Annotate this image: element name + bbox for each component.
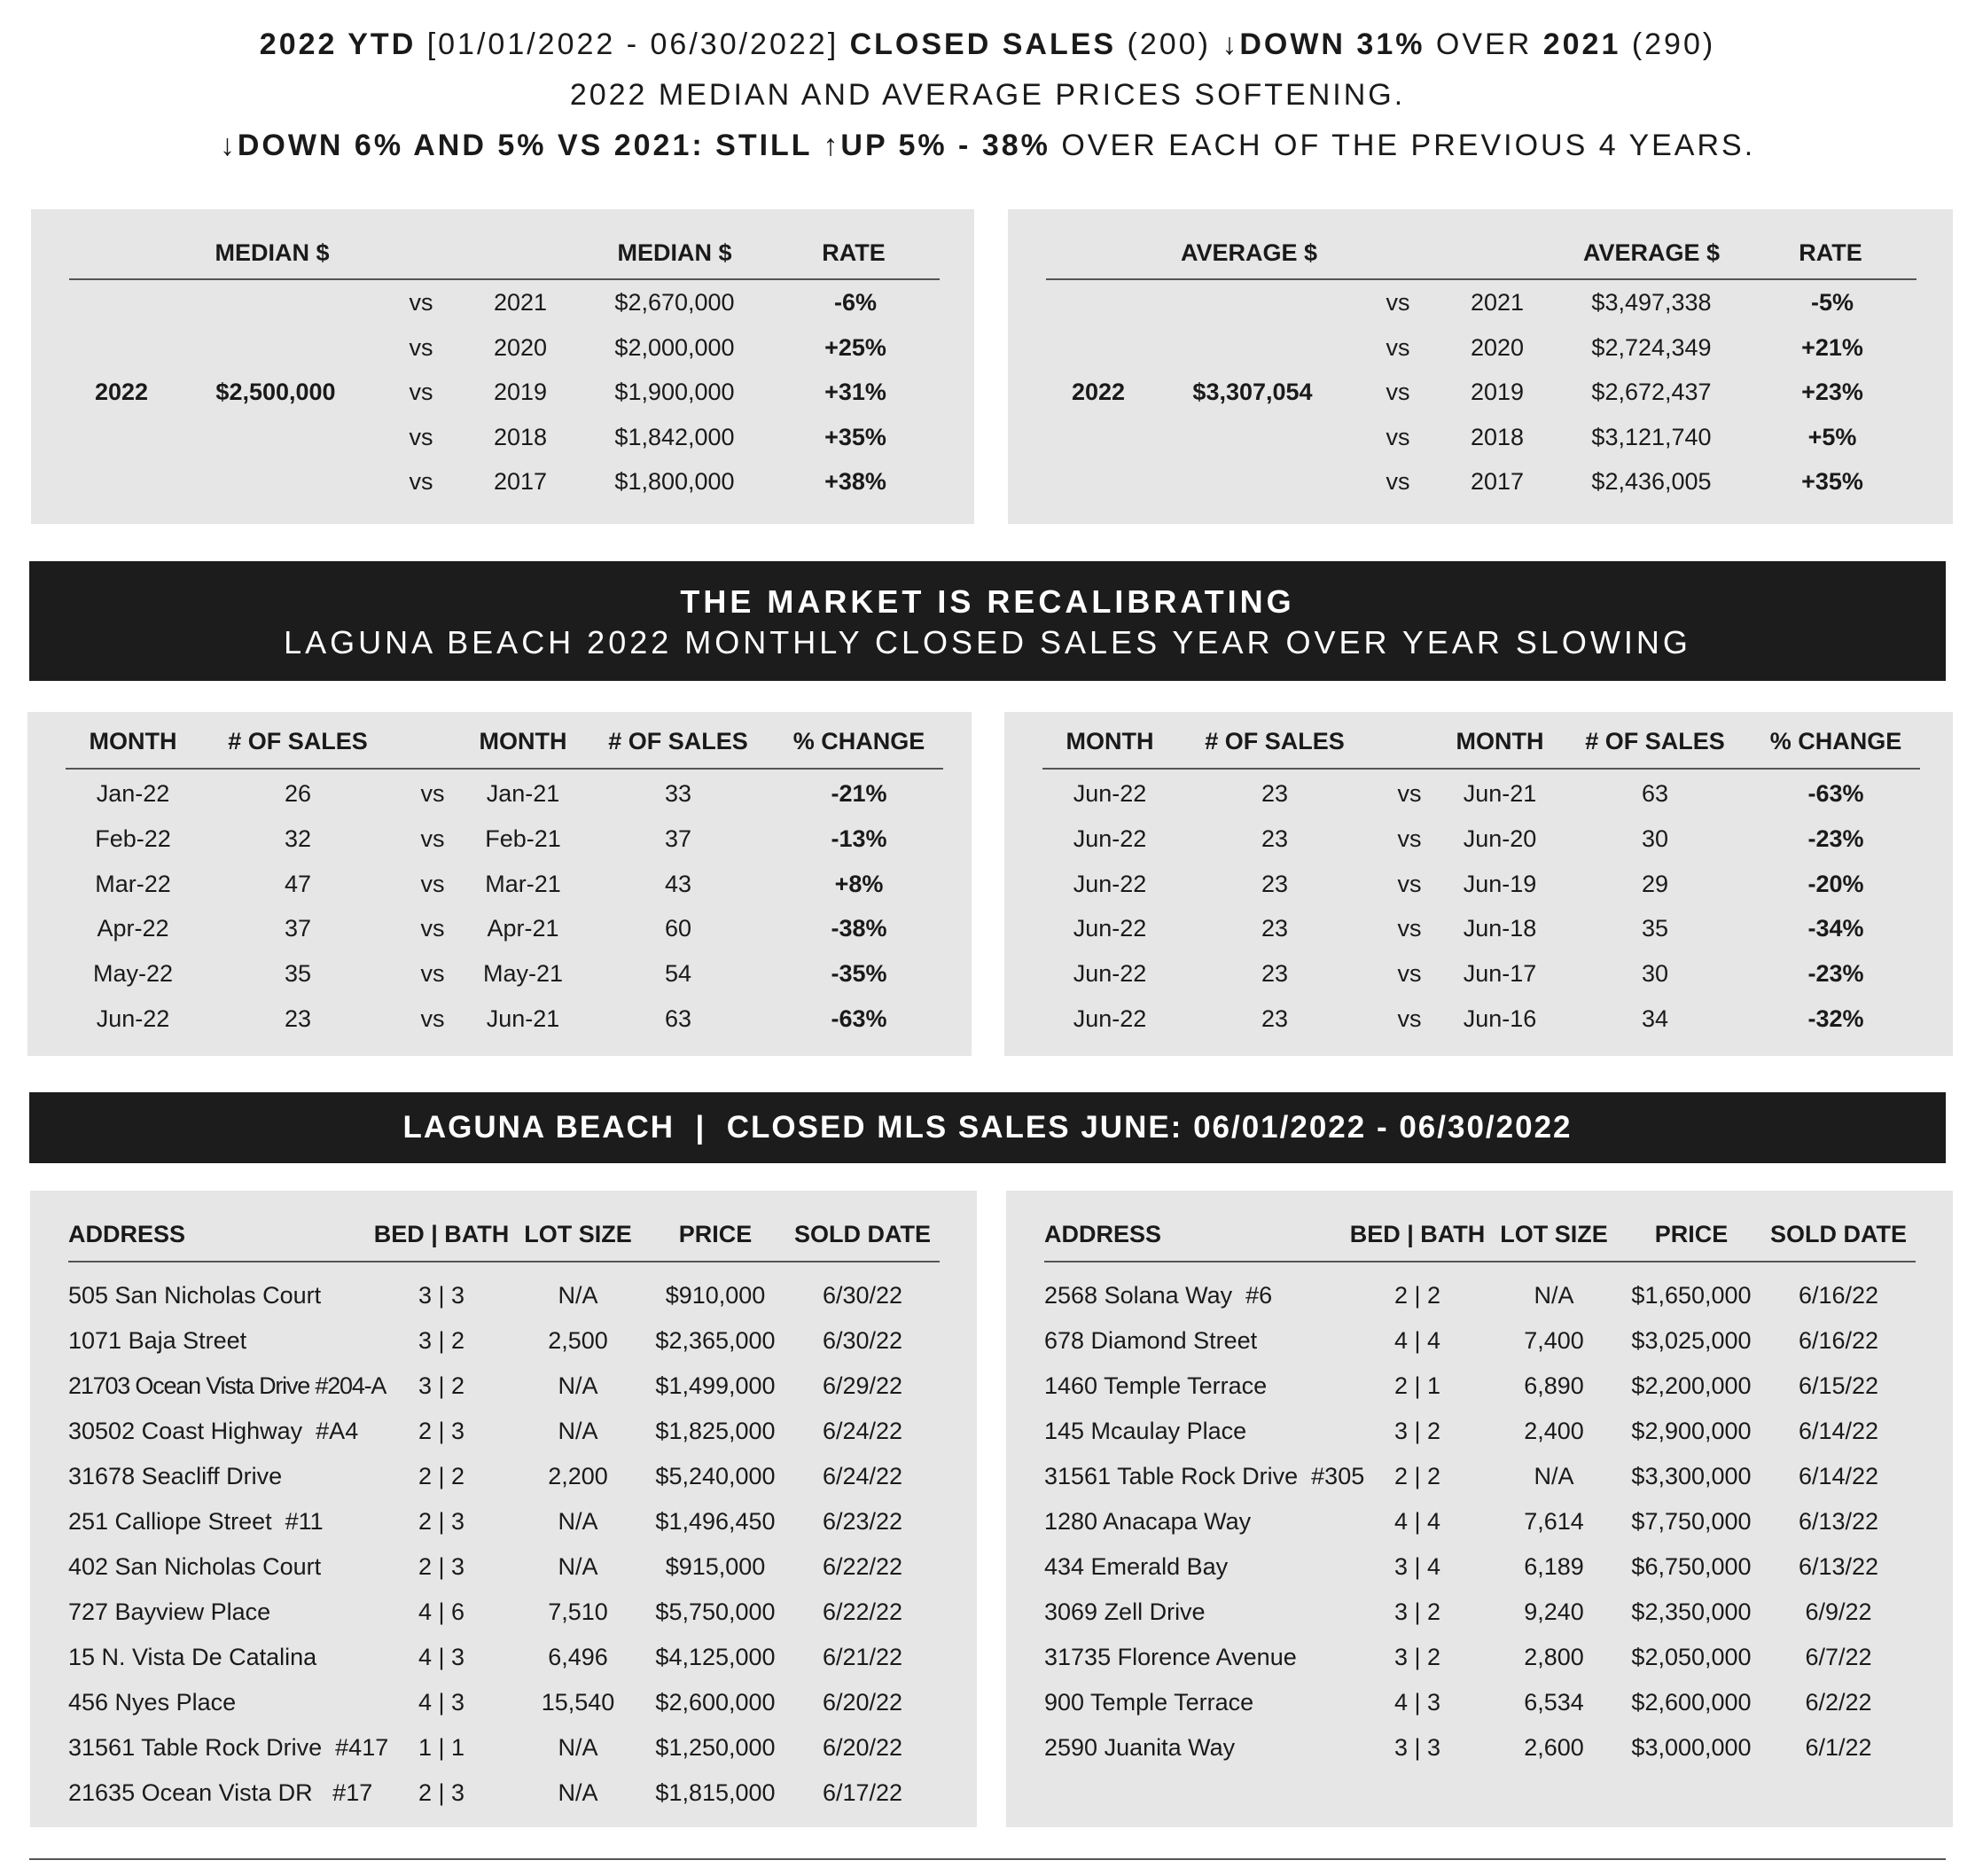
sale-address: 402 San Nicholas Court	[68, 1553, 322, 1580]
sale-address: 1460 Temple Terrace	[1044, 1372, 1268, 1399]
sale-bed-bath: 2 | 2	[1393, 1282, 1441, 1309]
compare-value: $1,900,000	[614, 379, 735, 405]
sale-bed-bath: 2 | 2	[1393, 1463, 1441, 1489]
headline-softening: 2022 MEDIAN AND AVERAGE PRICES SOFTENING.	[569, 78, 1406, 112]
sale-address: 21703 Ocean Vista Drive #204-A	[68, 1372, 386, 1399]
sales-current: 23	[1261, 780, 1289, 807]
vs-label: vs	[1397, 960, 1422, 987]
col-header-month: MONTH	[89, 728, 177, 754]
sale-bed-bath: 3 | 2	[1393, 1644, 1441, 1670]
sale-bed-bath: 3 | 2	[1393, 1599, 1441, 1625]
month-current: Feb-22	[95, 825, 171, 852]
compare-value: $3,497,338	[1591, 289, 1712, 316]
vs-label: vs	[409, 468, 433, 495]
banner-subtitle: LAGUNA BEACH 2022 MONTHLY CLOSED SALES YEAR OVER YEAR SLOWING	[284, 624, 1691, 661]
sales-prior: 33	[664, 780, 692, 807]
sale-price: $1,815,000	[655, 1779, 776, 1806]
sale-address: 251 Calliope Street #11	[68, 1508, 324, 1535]
col-header-month-prior: MONTH	[479, 728, 567, 754]
sale-date: 6/23/22	[822, 1508, 903, 1535]
sale-lot-size: 6,189	[1524, 1553, 1584, 1580]
sale-date: 6/14/22	[1798, 1463, 1879, 1489]
banner-title: THE MARKET IS RECALIBRATING	[680, 583, 1295, 620]
sale-lot-size: N/A	[558, 1372, 598, 1399]
percent-change: -63%	[831, 1005, 887, 1032]
headline-closed-label: CLOSED SALES	[849, 27, 1117, 61]
current-value: $2,500,000	[215, 379, 336, 405]
month-current: Jun-22	[1073, 825, 1147, 852]
col-header-lot: LOT SIZE	[1500, 1221, 1608, 1247]
month-prior: Apr-21	[487, 915, 559, 942]
percent-change: -23%	[1807, 825, 1864, 852]
compare-value: $1,800,000	[614, 468, 735, 495]
sale-address: 900 Temple Terrace	[1044, 1689, 1254, 1716]
sale-date: 6/30/22	[822, 1282, 903, 1309]
sale-address: 505 San Nicholas Court	[68, 1282, 322, 1309]
headline-closed-sales	[0, 27, 1975, 62]
sales-current: 23	[1261, 1005, 1289, 1032]
closed-mls-sales-banner	[29, 1092, 1946, 1163]
sale-bed-bath: 2 | 3	[418, 1508, 465, 1535]
sale-bed-bath: 3 | 3	[1393, 1734, 1441, 1761]
median-price-panel	[31, 209, 974, 524]
headline-previous-years: OVER EACH OF THE PREVIOUS 4 YEARS.	[1050, 129, 1756, 162]
col-header-bedbath: BED | BATH	[1349, 1221, 1486, 1247]
compare-year: 2019	[1470, 379, 1525, 405]
sale-lot-size: N/A	[558, 1418, 598, 1444]
sale-date: 6/14/22	[1798, 1418, 1879, 1444]
vs-label: vs	[420, 960, 445, 987]
header-rule	[69, 278, 940, 280]
sale-price: $2,200,000	[1631, 1372, 1752, 1399]
sale-lot-size: 2,600	[1524, 1734, 1584, 1761]
sale-date: 6/9/22	[1805, 1599, 1872, 1625]
vs-label: vs	[420, 780, 445, 807]
current-year: 2022	[1071, 379, 1126, 405]
col-header-sales: # OF SALES	[1205, 728, 1345, 754]
month-current: Jun-22	[1073, 871, 1147, 897]
sale-price: $6,750,000	[1631, 1553, 1752, 1580]
sale-lot-size: 6,534	[1524, 1689, 1584, 1716]
month-prior: Jun-17	[1463, 960, 1537, 987]
sale-price: $910,000	[665, 1282, 766, 1309]
col-header-change: % CHANGE	[792, 728, 925, 754]
vs-label: vs	[1397, 780, 1422, 807]
bottom-divider	[29, 1858, 1946, 1860]
sale-price: $1,496,450	[655, 1508, 776, 1535]
month-prior: Jun-16	[1463, 1005, 1537, 1032]
monthly-sales-panel-right	[1004, 712, 1953, 1056]
compare-year: 2018	[493, 424, 548, 450]
col-header-sales-prior: # OF SALES	[608, 728, 748, 754]
sale-price: $2,050,000	[1631, 1644, 1752, 1670]
sale-bed-bath: 4 | 3	[1393, 1689, 1441, 1716]
sale-bed-bath: 4 | 6	[418, 1599, 465, 1625]
sale-bed-bath: 4 | 3	[418, 1689, 465, 1716]
sale-date: 6/20/22	[822, 1734, 903, 1761]
sale-lot-size: N/A	[558, 1508, 598, 1535]
sale-bed-bath: 3 | 2	[1393, 1418, 1441, 1444]
rate-value: +35%	[824, 424, 886, 450]
sales-prior: 37	[664, 825, 692, 852]
rate-value: +38%	[824, 468, 886, 495]
vs-label: vs	[1386, 379, 1410, 405]
sale-price: $2,600,000	[1631, 1689, 1752, 1716]
sale-bed-bath: 2 | 2	[418, 1463, 465, 1489]
col-header-address: ADDRESS	[1044, 1221, 1162, 1247]
sale-date: 6/22/22	[822, 1599, 903, 1625]
col-header-month-prior: MONTH	[1456, 728, 1544, 754]
month-current: Jun-22	[96, 1005, 170, 1032]
sales-current: 47	[284, 871, 312, 897]
sales-current: 23	[1261, 825, 1289, 852]
sales-prior: 60	[664, 915, 692, 942]
market-recalibrating-banner	[29, 561, 1946, 681]
sale-address: 434 Emerald Bay	[1044, 1553, 1229, 1580]
month-prior: Jun-21	[486, 1005, 560, 1032]
sale-price: $1,650,000	[1631, 1282, 1752, 1309]
sale-lot-size: 2,500	[548, 1327, 608, 1354]
sale-bed-bath: 2 | 1	[1393, 1372, 1441, 1399]
sale-bed-bath: 3 | 2	[418, 1372, 465, 1399]
headline-prior-count: (290)	[1620, 27, 1716, 61]
compare-value: $3,121,740	[1591, 424, 1712, 450]
sale-bed-bath: 1 | 1	[418, 1734, 465, 1761]
compare-year: 2020	[1470, 334, 1525, 361]
compare-value: $2,670,000	[614, 289, 735, 316]
col-header-sold-date: SOLD DATE	[794, 1221, 931, 1247]
sale-address: 727 Bayview Place	[68, 1599, 271, 1625]
headline-down-up: ↓DOWN 6% AND 5% VS 2021: STILL ↑UP 5% - 38%	[219, 129, 1050, 162]
month-current: Jun-22	[1073, 960, 1147, 987]
sale-address: 2590 Juanita Way	[1044, 1734, 1236, 1761]
sales-prior: 30	[1641, 960, 1669, 987]
month-prior: Mar-21	[485, 871, 561, 897]
sale-price: $3,300,000	[1631, 1463, 1752, 1489]
vs-label: vs	[1386, 468, 1410, 495]
banner-mls-title: LAGUNA BEACH | CLOSED MLS SALES JUNE: 06/01/2022 - 06/30/2022	[402, 1110, 1573, 1145]
compare-year: 2018	[1470, 424, 1525, 450]
col-header-sold-date: SOLD DATE	[1770, 1221, 1907, 1247]
sale-price: $5,750,000	[655, 1599, 776, 1625]
sale-bed-bath: 2 | 3	[418, 1779, 465, 1806]
rate-value: +21%	[1801, 334, 1863, 361]
sale-date: 6/29/22	[822, 1372, 903, 1399]
rate-value: +23%	[1801, 379, 1863, 405]
vs-label: vs	[420, 825, 445, 852]
sale-date: 6/13/22	[1798, 1508, 1879, 1535]
percent-change: -23%	[1807, 960, 1864, 987]
compare-year: 2021	[493, 289, 548, 316]
sale-date: 6/13/22	[1798, 1553, 1879, 1580]
sale-address: 145 Mcaulay Place	[1044, 1418, 1247, 1444]
header-rule	[1044, 1261, 1916, 1262]
sale-price: $4,125,000	[655, 1644, 776, 1670]
headline-comparison	[0, 128, 1975, 163]
month-current: Mar-22	[95, 871, 171, 897]
vs-label: vs	[409, 334, 433, 361]
sale-price: $1,250,000	[655, 1734, 776, 1761]
col-header-price: PRICE	[1654, 1221, 1729, 1247]
sales-prior: 30	[1641, 825, 1669, 852]
sale-date: 6/24/22	[822, 1463, 903, 1489]
col-header-rate: RATE	[822, 239, 886, 266]
sale-date: 6/16/22	[1798, 1327, 1879, 1354]
sales-prior: 34	[1641, 1005, 1669, 1032]
sale-lot-size: 6,496	[548, 1644, 608, 1670]
sales-current: 23	[1261, 915, 1289, 942]
sale-date: 6/24/22	[822, 1418, 903, 1444]
month-current: Jun-22	[1073, 915, 1147, 942]
sale-address: 456 Nyes Place	[68, 1689, 237, 1716]
compare-year: 2017	[493, 468, 548, 495]
rate-value: +35%	[1801, 468, 1863, 495]
vs-label: vs	[1397, 871, 1422, 897]
percent-change: -32%	[1807, 1005, 1864, 1032]
compare-value: $2,672,437	[1591, 379, 1712, 405]
sale-lot-size: 7,614	[1524, 1508, 1584, 1535]
percent-change: -13%	[831, 825, 887, 852]
sale-address: 15 N. Vista De Catalina	[68, 1644, 317, 1670]
sale-address: 1071 Baja Street	[68, 1327, 247, 1354]
percent-change: -35%	[831, 960, 887, 987]
sale-price: $915,000	[665, 1553, 766, 1580]
headline-down: ↓DOWN 31%	[1222, 27, 1425, 61]
sale-date: 6/2/22	[1805, 1689, 1872, 1716]
sale-bed-bath: 3 | 4	[1393, 1553, 1441, 1580]
sale-lot-size: 15,540	[541, 1689, 615, 1716]
sale-address: 2568 Solana Way #6	[1044, 1282, 1273, 1309]
compare-value: $2,000,000	[614, 334, 735, 361]
sale-price: $3,025,000	[1631, 1327, 1752, 1354]
sales-prior: 35	[1641, 915, 1669, 942]
sale-lot-size: 2,800	[1524, 1644, 1584, 1670]
sale-address: 1280 Anacapa Way	[1044, 1508, 1252, 1535]
sale-lot-size: 9,240	[1524, 1599, 1584, 1625]
percent-change: -21%	[831, 780, 887, 807]
sale-price: $3,000,000	[1631, 1734, 1752, 1761]
headline-year: 2021	[1542, 27, 1621, 61]
col-header-sales: # OF SALES	[228, 728, 368, 754]
vs-label: vs	[409, 379, 433, 405]
sale-bed-bath: 4 | 4	[1393, 1327, 1441, 1354]
percent-change: -34%	[1807, 915, 1864, 942]
sales-current: 26	[284, 780, 312, 807]
sale-address: 21635 Ocean Vista DR #17	[68, 1779, 373, 1806]
sale-date: 6/7/22	[1805, 1644, 1872, 1670]
rate-value: +25%	[824, 334, 886, 361]
compare-value: $2,436,005	[1591, 468, 1712, 495]
header-rule	[66, 768, 943, 770]
month-current: Apr-22	[97, 915, 169, 942]
month-prior: Jun-21	[1463, 780, 1537, 807]
sale-price: $7,750,000	[1631, 1508, 1752, 1535]
sale-date: 6/21/22	[822, 1644, 903, 1670]
header-rule	[68, 1261, 940, 1262]
month-current: Jan-22	[96, 780, 170, 807]
sale-lot-size: N/A	[1534, 1282, 1574, 1309]
sale-date: 6/1/22	[1805, 1734, 1872, 1761]
sale-address: 31561 Table Rock Drive #305	[1044, 1463, 1365, 1489]
headline-over: OVER	[1425, 27, 1543, 61]
compare-value: $2,724,349	[1591, 334, 1712, 361]
col-header-change: % CHANGE	[1769, 728, 1902, 754]
rate-value: +31%	[824, 379, 886, 405]
compare-year: 2017	[1470, 468, 1525, 495]
compare-year: 2019	[493, 379, 548, 405]
sale-price: $2,900,000	[1631, 1418, 1752, 1444]
sale-address: 31735 Florence Avenue	[1044, 1644, 1297, 1670]
sale-bed-bath: 4 | 3	[418, 1644, 465, 1670]
sale-price: $1,825,000	[655, 1418, 776, 1444]
sale-lot-size: 2,400	[1524, 1418, 1584, 1444]
col-header-price: PRICE	[678, 1221, 753, 1247]
sale-address: 678 Diamond Street	[1044, 1327, 1258, 1354]
month-prior: Jun-20	[1463, 825, 1537, 852]
sale-date: 6/16/22	[1798, 1282, 1879, 1309]
month-current: Jun-22	[1073, 1005, 1147, 1032]
col-header-label: AVERAGE $	[1180, 239, 1318, 266]
compare-year: 2020	[493, 334, 548, 361]
monthly-sales-panel-left	[27, 712, 972, 1056]
closed-sales-panel-left	[30, 1191, 977, 1827]
headline-ytd: 2022 YTD	[259, 27, 417, 61]
sale-price: $1,499,000	[655, 1372, 776, 1399]
sale-lot-size: N/A	[1534, 1463, 1574, 1489]
vs-label: vs	[1386, 289, 1410, 316]
col-header-rate: RATE	[1799, 239, 1862, 266]
sale-lot-size: N/A	[558, 1779, 598, 1806]
sales-current: 37	[284, 915, 312, 942]
vs-label: vs	[420, 1005, 445, 1032]
sale-lot-size: N/A	[558, 1734, 598, 1761]
current-value: $3,307,054	[1192, 379, 1313, 405]
col-header-value: AVERAGE $	[1582, 239, 1721, 266]
sales-current: 32	[284, 825, 312, 852]
percent-change: +8%	[834, 871, 884, 897]
percent-change: -20%	[1807, 871, 1864, 897]
sales-current: 23	[1261, 960, 1289, 987]
month-prior: Feb-21	[485, 825, 561, 852]
sale-price: $5,240,000	[655, 1463, 776, 1489]
headline-date-range: [01/01/2022 - 06/30/2022]	[416, 27, 850, 61]
col-header-value: MEDIAN $	[617, 239, 732, 266]
sale-lot-size: N/A	[558, 1282, 598, 1309]
sale-address: 3069 Zell Drive	[1044, 1599, 1206, 1625]
sale-address: 31678 Seacliff Drive	[68, 1463, 283, 1489]
month-prior: Jun-18	[1463, 915, 1537, 942]
sale-bed-bath: 3 | 2	[418, 1327, 465, 1354]
sales-prior: 43	[664, 871, 692, 897]
vs-label: vs	[420, 871, 445, 897]
header-rule	[1046, 278, 1916, 280]
sale-lot-size: 7,510	[548, 1599, 608, 1625]
col-header-month: MONTH	[1066, 728, 1154, 754]
vs-label: vs	[409, 289, 433, 316]
sale-bed-bath: 2 | 3	[418, 1553, 465, 1580]
current-year: 2022	[94, 379, 149, 405]
vs-label: vs	[1386, 334, 1410, 361]
vs-label: vs	[1397, 1005, 1422, 1032]
rate-value: -6%	[833, 289, 877, 316]
percent-change: -38%	[831, 915, 887, 942]
sale-lot-size: 6,890	[1524, 1372, 1584, 1399]
average-price-panel	[1008, 209, 1953, 524]
sale-address: 30502 Coast Highway #A4	[68, 1418, 359, 1444]
rate-value: +5%	[1807, 424, 1857, 450]
headline-count: (200)	[1116, 27, 1222, 61]
col-header-sales-prior: # OF SALES	[1585, 728, 1725, 754]
compare-year: 2021	[1470, 289, 1525, 316]
sale-lot-size: 2,200	[548, 1463, 608, 1489]
sale-bed-bath: 2 | 3	[418, 1418, 465, 1444]
sale-date: 6/22/22	[822, 1553, 903, 1580]
percent-change: -63%	[1807, 780, 1864, 807]
month-current: May-22	[92, 960, 174, 987]
month-prior: Jan-21	[486, 780, 560, 807]
vs-label: vs	[420, 915, 445, 942]
sale-date: 6/15/22	[1798, 1372, 1879, 1399]
month-prior: Jun-19	[1463, 871, 1537, 897]
sales-prior: 29	[1641, 871, 1669, 897]
sales-current: 23	[284, 1005, 312, 1032]
col-header-lot: LOT SIZE	[524, 1221, 632, 1247]
sales-current: 23	[1261, 871, 1289, 897]
vs-label: vs	[409, 424, 433, 450]
sale-lot-size: N/A	[558, 1553, 598, 1580]
sale-bed-bath: 4 | 4	[1393, 1508, 1441, 1535]
closed-sales-panel-right	[1006, 1191, 1953, 1827]
sale-price: $2,600,000	[655, 1689, 776, 1716]
sale-date: 6/20/22	[822, 1689, 903, 1716]
sale-bed-bath: 3 | 3	[418, 1282, 465, 1309]
sale-price: $2,365,000	[655, 1327, 776, 1354]
month-current: Jun-22	[1073, 780, 1147, 807]
header-rule	[1042, 768, 1920, 770]
sale-address: 31561 Table Rock Drive #417	[68, 1734, 389, 1761]
sales-prior: 63	[1641, 780, 1669, 807]
sale-lot-size: 7,400	[1524, 1327, 1584, 1354]
sales-prior: 63	[664, 1005, 692, 1032]
sales-prior: 54	[664, 960, 692, 987]
month-prior: May-21	[482, 960, 564, 987]
sale-price: $2,350,000	[1631, 1599, 1752, 1625]
col-header-label: MEDIAN $	[215, 239, 330, 266]
compare-value: $1,842,000	[614, 424, 735, 450]
vs-label: vs	[1397, 915, 1422, 942]
rate-value: -5%	[1810, 289, 1854, 316]
sale-date: 6/17/22	[822, 1779, 903, 1806]
col-header-bedbath: BED | BATH	[373, 1221, 510, 1247]
col-header-address: ADDRESS	[68, 1221, 186, 1247]
vs-label: vs	[1386, 424, 1410, 450]
vs-label: vs	[1397, 825, 1422, 852]
sales-current: 35	[284, 960, 312, 987]
sale-date: 6/30/22	[822, 1327, 903, 1354]
